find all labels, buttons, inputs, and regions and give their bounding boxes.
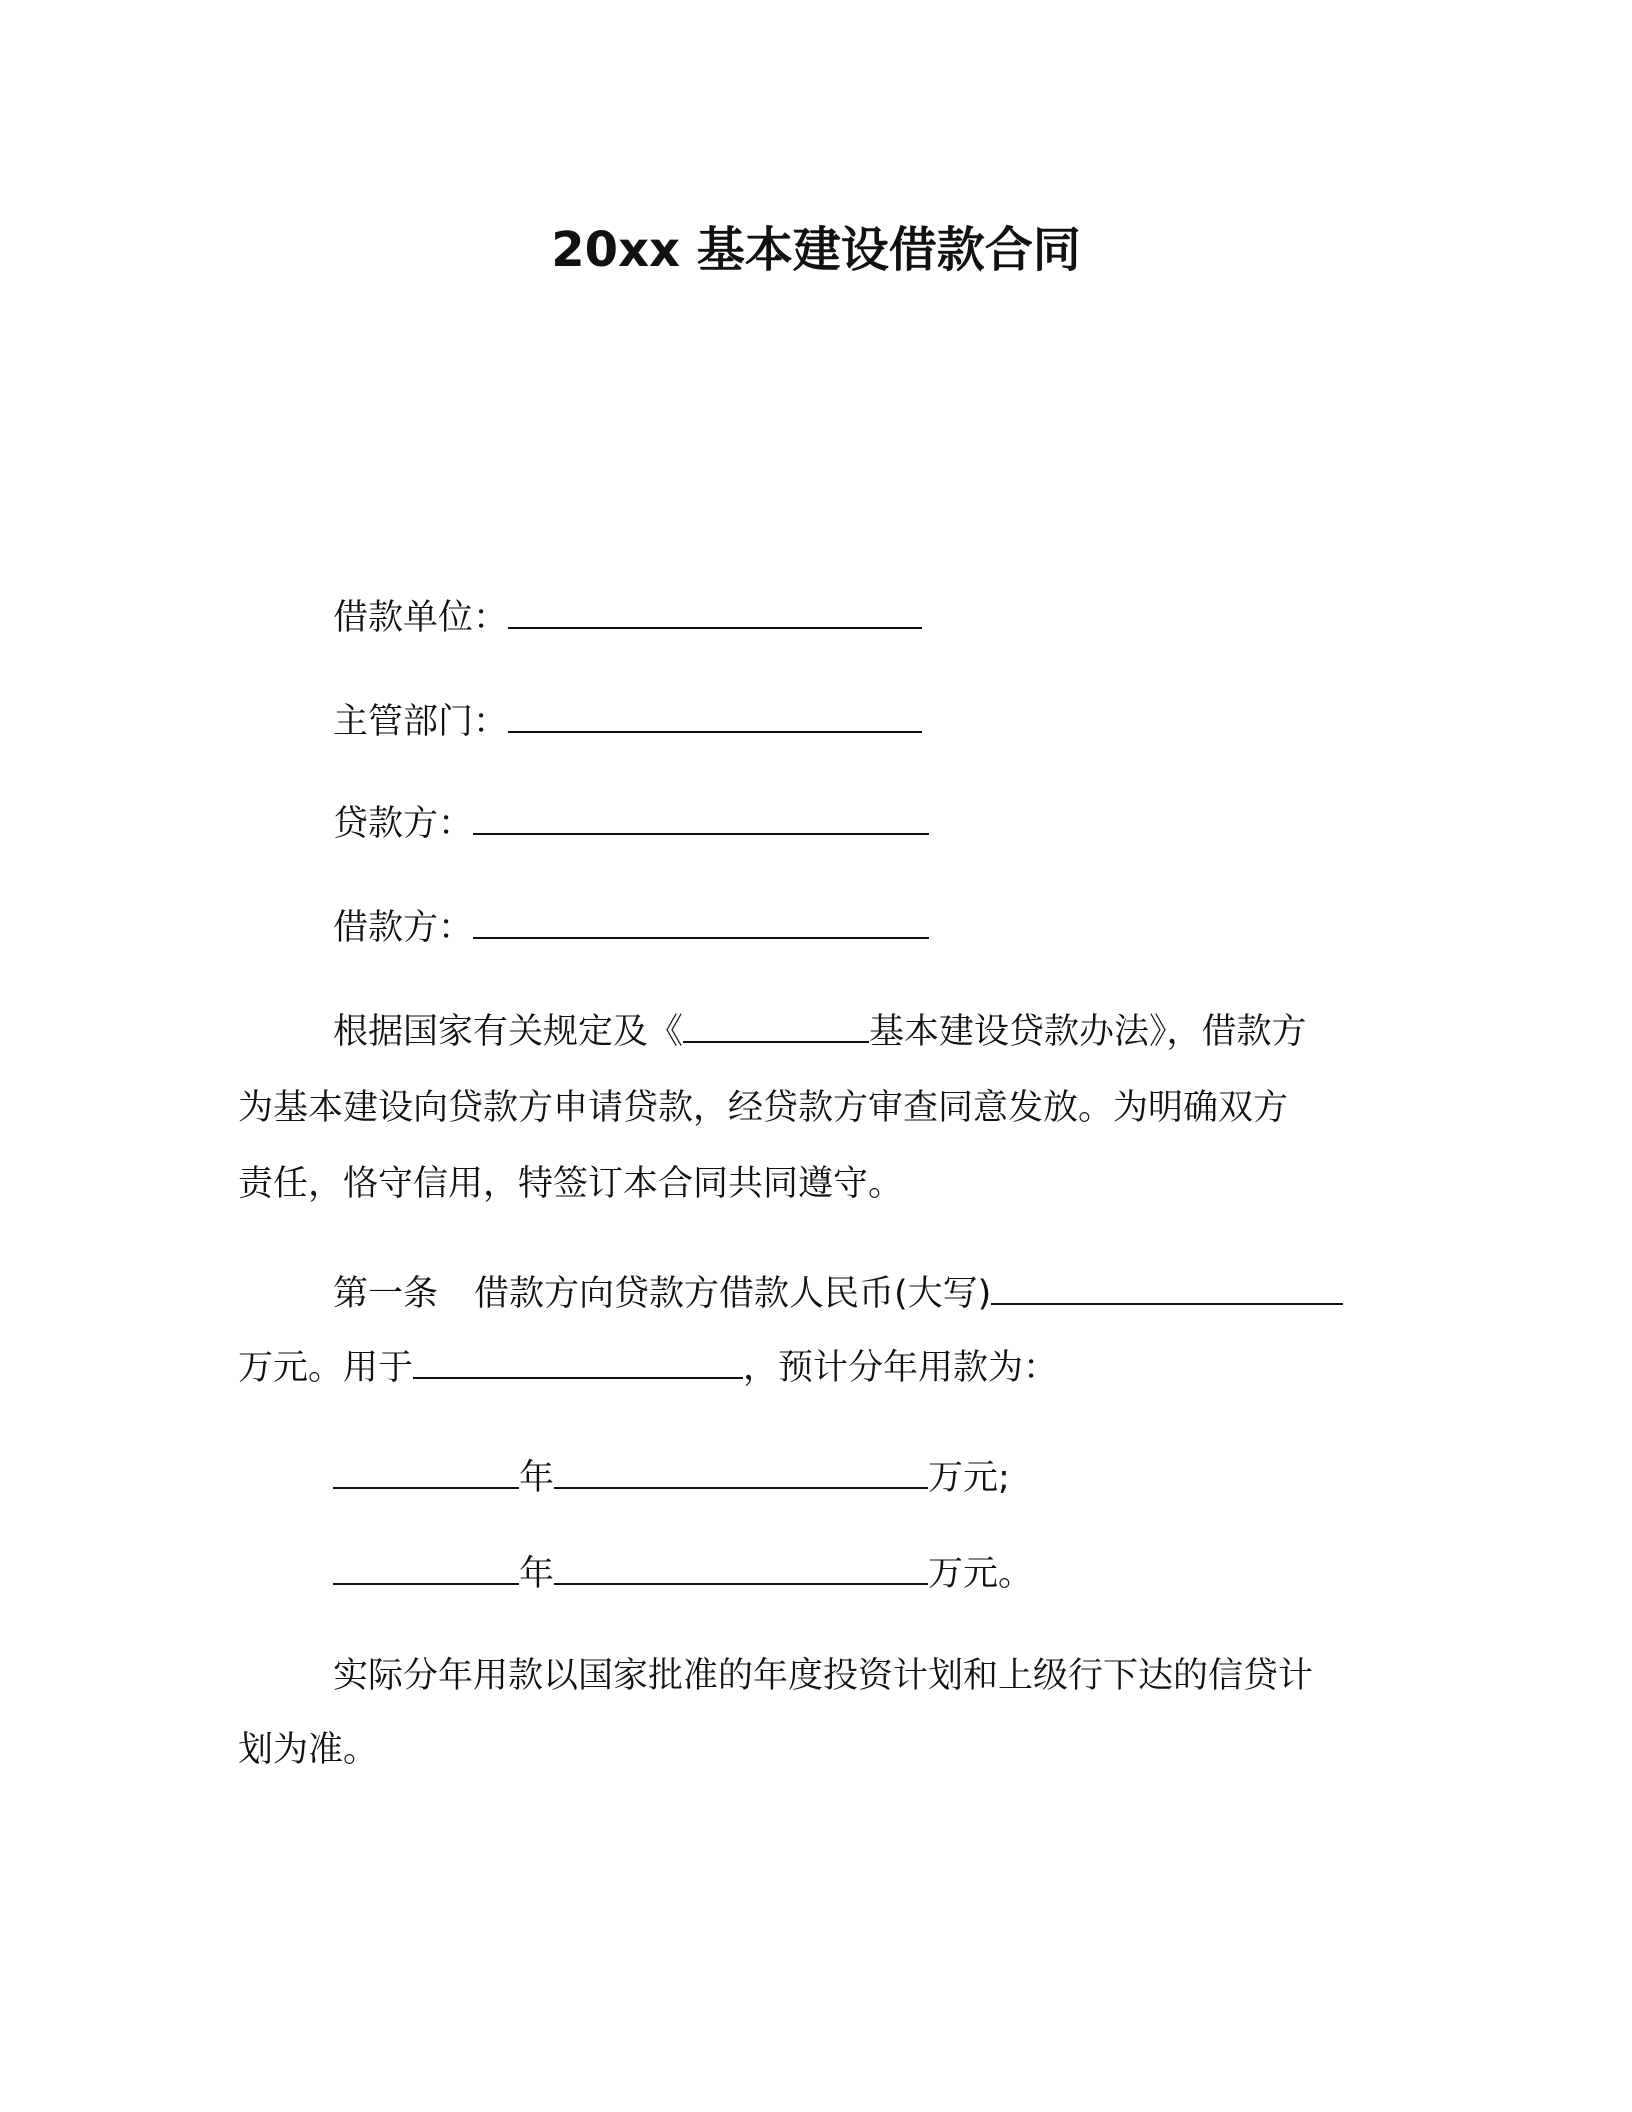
blank-line (991, 1273, 1343, 1305)
blank-line (473, 907, 929, 939)
article-heading: 第一条 (333, 1274, 439, 1314)
blank-line (554, 1553, 928, 1585)
preamble-line-3: 责任，恪守信用，特签订本合同共同遵守。 (238, 1164, 904, 1204)
field-label: 借款单位： (333, 598, 509, 638)
document-title: 20xx 基本建设借款合同 (551, 222, 1081, 278)
blank-line (683, 1011, 869, 1043)
blank-line (508, 597, 922, 629)
field-borrower-unit (333, 596, 922, 640)
field-borrower (333, 906, 929, 950)
field-label: 贷款方： (333, 804, 474, 844)
preamble-line-2: 为基本建设向贷款方申请贷款，经贷款方审查同意发放。为明确双方 (238, 1088, 1289, 1128)
field-label: 借款方： (333, 908, 474, 948)
closing-line-1: 实际分年用款以国家批准的年度投资计划和上级行下达的信贷计 (333, 1656, 1314, 1696)
annual-usage-line-2 (333, 1552, 1033, 1596)
blank-line (554, 1457, 928, 1489)
text: 根据国家有关规定及《 (333, 1012, 684, 1052)
blank-line (413, 1347, 743, 1379)
closing-line-2: 划为准。 (238, 1730, 379, 1770)
annual-usage-line-1 (333, 1456, 1010, 1500)
article-1-line-1 (333, 1272, 1343, 1316)
text: 万元; (928, 1458, 1010, 1498)
blank-line (333, 1457, 519, 1489)
text: 年 (519, 1458, 555, 1498)
text: 万元。 (928, 1554, 1034, 1594)
field-label: 主管部门： (333, 702, 509, 742)
blank-line (473, 803, 929, 835)
field-supervising-dept (333, 700, 922, 744)
text: 基本建设贷款办法》，借款方 (869, 1012, 1307, 1052)
article-1-line-2 (238, 1346, 1058, 1390)
blank-line (508, 701, 922, 733)
blank-line (333, 1553, 519, 1585)
text: 借款方向贷款方借款人民币(大写) (474, 1274, 992, 1314)
preamble-line-1 (333, 1010, 1307, 1054)
text: 万元。用于 (238, 1348, 414, 1388)
text: 年 (519, 1554, 555, 1594)
text: ，预计分年用款为： (743, 1348, 1059, 1388)
field-lender (333, 802, 929, 846)
